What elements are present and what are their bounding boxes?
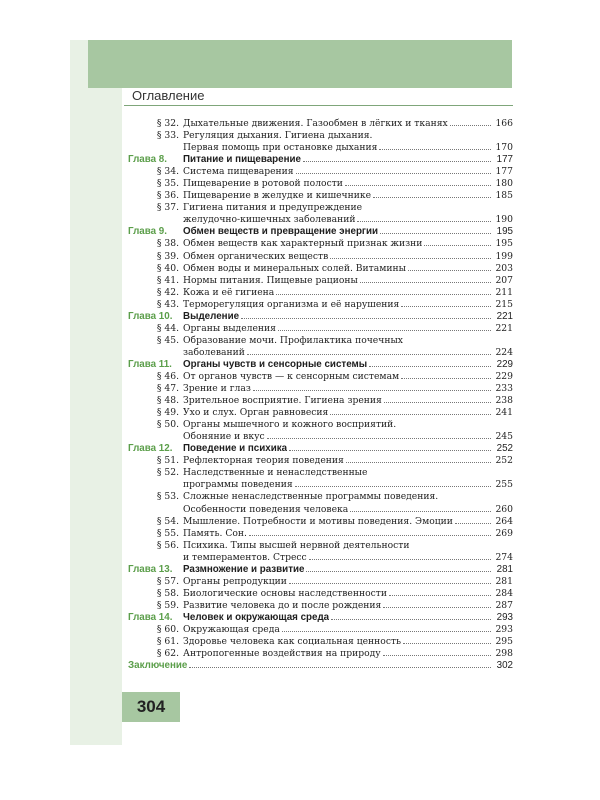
dot-leader — [331, 619, 491, 620]
section-title: Терморегуляция организма и её нарушения — [183, 298, 400, 310]
chapter-title: Поведение и психика — [183, 443, 288, 455]
section-title: Регуляция дыхания. Гигиена дыхания. — [183, 130, 373, 142]
toc-row — [128, 202, 513, 214]
header-divider — [124, 105, 513, 106]
toc-row — [128, 491, 513, 503]
chapter-title: Обмен веществ и превращение энергии — [183, 226, 379, 238]
page-ref: 284 — [495, 587, 513, 599]
dot-leader — [278, 330, 491, 331]
chapter-number: Глава 13. — [128, 563, 173, 575]
section-title: Пищеварение в желудке и кишечнике — [183, 190, 372, 202]
section-title-continued: программы поведения — [183, 479, 293, 491]
section-number: § 43. — [156, 298, 179, 310]
dot-leader — [383, 607, 491, 608]
section-number: § 37. — [156, 202, 179, 214]
page-ref: 302 — [496, 660, 513, 672]
section-number: § 58. — [156, 587, 179, 599]
toc-chapter-row — [128, 443, 513, 455]
section-number: § 53. — [156, 491, 179, 503]
toc-row — [128, 275, 513, 287]
dot-leader — [455, 523, 491, 524]
section-title: Окружающая среда — [183, 623, 280, 635]
toc-row — [128, 178, 513, 190]
dot-leader — [306, 571, 491, 572]
toc-row — [128, 335, 513, 347]
dot-leader — [424, 245, 491, 246]
toc-row — [128, 323, 513, 335]
page-ref: 221 — [496, 310, 513, 322]
dot-leader — [403, 643, 491, 644]
section-number: § 47. — [156, 383, 179, 395]
closing-title: Заключение — [128, 660, 188, 672]
page-ref: 229 — [496, 358, 513, 370]
page-ref: 190 — [495, 214, 513, 226]
toc-row — [128, 118, 513, 130]
toc-row — [128, 600, 513, 612]
dot-leader — [309, 559, 491, 560]
section-number: § 54. — [156, 515, 179, 527]
section-number: § 49. — [156, 407, 179, 419]
page-ref: 241 — [495, 407, 513, 419]
toc-row — [128, 347, 513, 359]
section-number: § 45. — [156, 334, 179, 346]
toc-row — [128, 648, 513, 660]
page-ref: 207 — [495, 274, 513, 286]
section-number: § 32. — [156, 118, 179, 129]
section-title: Развитие человека до и после рождения — [183, 599, 382, 611]
dot-leader — [247, 354, 491, 355]
chapter-title: Размножение и развитие — [183, 563, 305, 575]
toc-row — [128, 130, 513, 142]
chapter-number: Глава 12. — [128, 443, 173, 455]
page-ref: 233 — [495, 383, 513, 395]
dot-leader — [296, 173, 491, 174]
toc-row — [128, 371, 513, 383]
toc-row — [128, 552, 513, 564]
page-title: Оглавление — [132, 88, 205, 103]
dot-leader — [267, 438, 491, 439]
page-ref: 281 — [495, 575, 513, 587]
toc-row — [128, 479, 513, 491]
page-ref: 177 — [496, 154, 513, 166]
dot-leader — [289, 450, 491, 451]
toc-row — [128, 299, 513, 311]
section-number: § 50. — [156, 419, 179, 431]
page-ref: 203 — [495, 262, 513, 274]
section-title: Система пищеварения — [183, 166, 294, 178]
toc-chapter-row — [128, 226, 513, 238]
section-title: Нормы питания. Пищевые рационы — [183, 274, 358, 286]
section-number: § 52. — [156, 467, 179, 479]
page-ref: 274 — [495, 551, 513, 563]
page-ref: 281 — [496, 563, 513, 575]
section-number: § 38. — [156, 238, 179, 250]
section-title: Органы выделения — [183, 322, 276, 334]
toc-row — [128, 624, 513, 636]
dot-leader — [303, 161, 491, 162]
dot-leader — [189, 667, 491, 668]
dot-leader — [450, 125, 491, 126]
toc-row — [128, 407, 513, 419]
header-side-block — [88, 40, 122, 88]
chapter-title: Выделение — [183, 310, 240, 322]
dot-leader — [253, 390, 491, 391]
section-number: § 35. — [156, 178, 179, 190]
dot-leader — [330, 414, 491, 415]
dot-leader — [401, 306, 491, 307]
dot-leader — [282, 631, 491, 632]
dot-leader — [330, 258, 491, 259]
chapter-title: Органы чувств и сенсорные системы — [183, 358, 368, 370]
section-number: § 44. — [156, 322, 179, 334]
dot-leader — [401, 378, 491, 379]
section-title: Обмен воды и минеральных солей. Витамины — [183, 262, 406, 274]
toc-row — [128, 576, 513, 588]
chapter-title: Человек и окружающая среда — [183, 611, 330, 623]
toc-row — [128, 263, 513, 275]
section-number: § 39. — [156, 250, 179, 262]
page-ref: 252 — [496, 443, 513, 455]
section-title: Органы мышечного и кожного восприятий. — [183, 419, 397, 431]
page-ref: 199 — [495, 250, 513, 262]
toc-row — [128, 504, 513, 516]
dot-leader — [383, 655, 491, 656]
toc-chapter-row — [128, 311, 513, 323]
section-title: Обмен органических веществ — [183, 250, 329, 262]
page-ref: 195 — [496, 226, 513, 238]
section-title: Сложные ненаследственные программы поведения. — [183, 491, 439, 503]
chapter-number: Глава 10. — [128, 310, 173, 322]
section-title-continued: желудочно-кишечных заболеваний — [183, 214, 356, 226]
section-number: § 34. — [156, 166, 179, 178]
section-title: Органы репродукции — [183, 575, 287, 587]
toc-row — [128, 142, 513, 154]
section-title: Психика. Типы высшей нервной деятельности — [183, 539, 410, 551]
page-ref: 166 — [495, 118, 513, 129]
section-title: Образование мочи. Профилактика почечных — [183, 334, 403, 346]
left-margin-band — [70, 40, 122, 745]
section-title: Пищеварение в ротовой полости — [183, 178, 343, 190]
section-title: Наследственные и ненаследственные — [183, 467, 368, 479]
toc-row — [128, 528, 513, 540]
toc-row — [128, 238, 513, 250]
page-ref: 252 — [495, 455, 513, 467]
page-ref: 293 — [496, 611, 513, 623]
page-ref: 287 — [495, 599, 513, 611]
section-number: § 62. — [156, 648, 179, 660]
toc-row — [128, 419, 513, 431]
section-title: Обмен веществ как характерный признак жизни — [183, 238, 423, 250]
section-title-continued: Обоняние и вкус — [183, 431, 265, 443]
dot-leader — [345, 185, 491, 186]
section-number: § 42. — [156, 286, 179, 298]
page-ref: 264 — [495, 515, 513, 527]
section-title-continued: Особенности поведения человека — [183, 503, 349, 515]
toc-row — [128, 588, 513, 600]
page-ref: 293 — [495, 623, 513, 635]
section-number: § 40. — [156, 262, 179, 274]
toc-closing-row — [128, 660, 513, 672]
dot-leader — [241, 318, 491, 319]
section-title: Память. Сон. — [183, 527, 247, 539]
section-title: Зрительное восприятие. Гигиена зрения — [183, 395, 382, 407]
section-number: § 51. — [156, 455, 179, 467]
section-title: Здоровье человека как социальная ценность — [183, 636, 402, 648]
page-ref: 221 — [495, 322, 513, 334]
dot-leader — [295, 486, 491, 487]
page-number: 304 — [136, 697, 166, 716]
dot-leader — [249, 535, 491, 536]
toc-row — [128, 166, 513, 178]
section-title: Мышление. Потребности и мотивы поведения. Эмоции — [183, 515, 453, 527]
toc-chapter-row — [128, 564, 513, 576]
section-title-continued: заболеваний — [183, 346, 245, 358]
dot-leader — [289, 583, 491, 584]
dot-leader — [384, 402, 491, 403]
section-number: § 55. — [156, 527, 179, 539]
chapter-number: Глава 14. — [128, 611, 173, 623]
dot-leader — [357, 221, 491, 222]
page-ref: 224 — [495, 346, 513, 358]
header-bar — [122, 40, 512, 88]
dot-leader — [389, 595, 491, 596]
page-ref: 177 — [495, 166, 513, 178]
section-number: § 36. — [156, 190, 179, 202]
section-number: § 57. — [156, 575, 179, 587]
toc-row — [128, 214, 513, 226]
toc-row — [128, 251, 513, 263]
toc-row — [128, 455, 513, 467]
section-title: Зрение и глаз — [183, 383, 251, 395]
dot-leader — [380, 233, 491, 234]
toc-row — [128, 516, 513, 528]
section-title-continued: Первая помощь при остановке дыхания — [183, 142, 378, 154]
section-title-continued: и темпераментов. Стресс — [183, 551, 307, 563]
dot-leader — [350, 511, 491, 512]
dot-leader — [369, 366, 491, 367]
toc-chapter-row — [128, 154, 513, 166]
section-number: § 56. — [156, 539, 179, 551]
table-of-contents — [128, 118, 513, 672]
dot-leader — [379, 149, 491, 150]
page-ref: 170 — [495, 142, 513, 154]
chapter-title: Питание и пищеварение — [183, 154, 301, 166]
section-number: § 41. — [156, 274, 179, 286]
page-ref: 269 — [495, 527, 513, 539]
chapter-number: Глава 9. — [128, 226, 167, 238]
section-number: § 61. — [156, 636, 179, 648]
page-ref: 215 — [495, 298, 513, 310]
page-ref: 211 — [495, 286, 513, 298]
dot-leader — [346, 462, 491, 463]
toc-row — [128, 431, 513, 443]
section-title: Биологические основы наследственности — [183, 587, 387, 599]
chapter-number: Глава 11. — [128, 358, 172, 370]
toc-chapter-row — [128, 612, 513, 624]
toc-row — [128, 190, 513, 202]
page-ref: 229 — [495, 370, 513, 382]
toc-chapter-row — [128, 359, 513, 371]
dot-leader — [373, 197, 491, 198]
page-ref: 180 — [495, 178, 513, 190]
section-title: Кожа и её гигиена — [183, 286, 275, 298]
page-ref: 260 — [495, 503, 513, 515]
toc-row — [128, 467, 513, 479]
section-number: § 46. — [156, 370, 179, 382]
page-ref: 295 — [495, 636, 513, 648]
toc-row — [128, 383, 513, 395]
section-title: Рефлекторная теория поведения — [183, 455, 344, 467]
section-number: § 48. — [156, 395, 179, 407]
page-ref: 298 — [495, 648, 513, 660]
section-title: Ухо и слух. Орган равновесия — [183, 407, 329, 419]
page-ref: 238 — [495, 395, 513, 407]
toc-row — [128, 287, 513, 299]
dot-leader — [276, 294, 491, 295]
section-number: § 59. — [156, 599, 179, 611]
dot-leader — [408, 270, 491, 271]
section-number: § 33. — [156, 130, 179, 142]
toc-row — [128, 395, 513, 407]
section-title: От органов чувств — к сенсорным системам — [183, 370, 400, 382]
page-ref: 185 — [495, 190, 513, 202]
section-title: Гигиена питания и предупреждение — [183, 202, 363, 214]
chapter-number: Глава 8. — [128, 154, 167, 166]
dot-leader — [360, 282, 491, 283]
page-ref: 245 — [495, 431, 513, 443]
section-title: Дыхательные движения. Газообмен в лёгких и тканях — [183, 118, 448, 129]
page-ref: 195 — [495, 238, 513, 250]
toc-row — [128, 540, 513, 552]
section-number: § 60. — [156, 623, 179, 635]
page-ref: 255 — [495, 479, 513, 491]
toc-row — [128, 636, 513, 648]
section-title: Антропогенные воздействия на природу — [183, 648, 381, 660]
